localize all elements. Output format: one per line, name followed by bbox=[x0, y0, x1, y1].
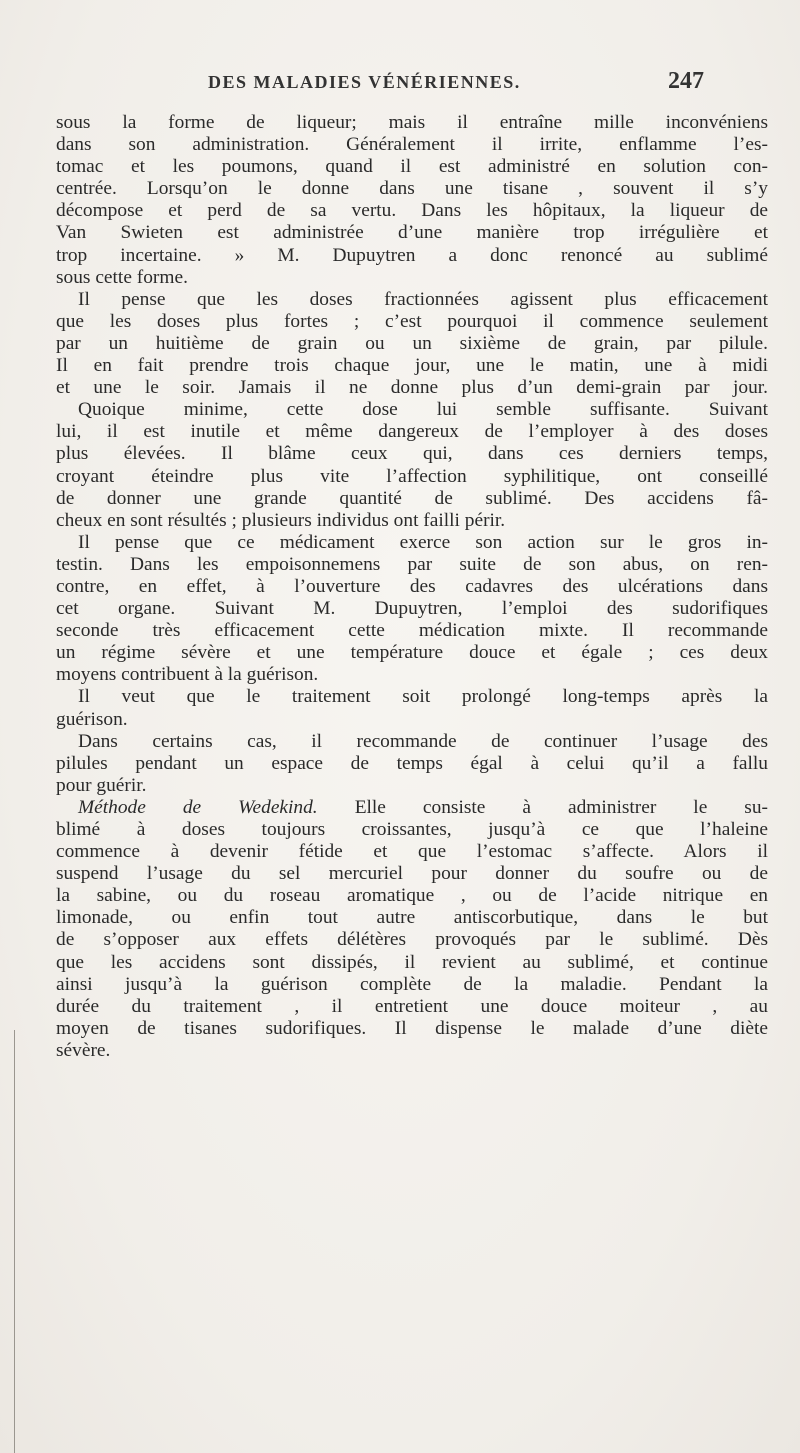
text-line: sous cette forme. bbox=[56, 266, 188, 288]
text-line: dans son administration. Généralement il irrite, enflamme l’es- bbox=[56, 134, 768, 156]
text-line: commence à devenir fétide et que l’estomac s’affecte. Alors il bbox=[56, 841, 768, 863]
text-line: pilules pendant un espace de temps égal à celui qu’il a fallu bbox=[56, 752, 768, 774]
text-line: que les doses plus fortes ; c’est pourquoi il commence seulement bbox=[56, 310, 768, 332]
method-line-text: Elle consiste à administrer le su- bbox=[354, 796, 769, 818]
text-line: sévère. bbox=[56, 1039, 111, 1061]
text-line: cheux en sont résultés ; plusieurs individus ont failli périr. bbox=[56, 509, 506, 531]
text-line: centrée. Lorsqu’on le donne dans une tisane , souvent il s’y bbox=[56, 178, 768, 200]
text-line: Il veut que le traitement soit prolongé long-temps après la bbox=[78, 686, 768, 708]
text-line: décompose et perd de sa vertu. Dans les hôpitaux, la liqueur de bbox=[56, 200, 768, 222]
text-line: tomac et les poumons, quand il est administré en solution con- bbox=[56, 156, 768, 178]
text-line: moyens contribuent à la guérison. bbox=[56, 664, 319, 686]
page-header bbox=[208, 68, 704, 100]
page-edge-line bbox=[14, 1030, 15, 1453]
text-line: Il en fait prendre trois chaque jour, une le matin, une à midi bbox=[56, 355, 768, 377]
text-line: sous la forme de liqueur; mais il entraîne mille inconvéniens bbox=[56, 112, 768, 133]
method-line bbox=[56, 797, 768, 819]
method-heading: Méthode de Wedekind. bbox=[78, 796, 318, 818]
text-line: moyen de tisanes sudorifiques. Il dispense le malade d’une diète bbox=[56, 1017, 768, 1039]
text-line: par un huitième de grain ou un sixième de grain, par pilule. bbox=[56, 332, 768, 354]
text-line: un régime sévère et une température douce et égale ; ces deux bbox=[56, 642, 768, 664]
text-line: de s’opposer aux effets délétères provoqués par le sublimé. Dès bbox=[56, 929, 768, 951]
text-line: Quoique minime, cette dose lui semble suffisante. Suivant bbox=[78, 399, 768, 421]
text-line: limonade, ou enfin tout autre antiscorbutique, dans le but bbox=[56, 907, 768, 929]
text-line: Dans certains cas, il recommande de continuer l’usage des bbox=[78, 730, 768, 752]
page-number: 247 bbox=[668, 68, 704, 94]
text-line: pour guérir. bbox=[56, 774, 147, 796]
text-line: croyant éteindre plus vite l’affection syphilitique, ont conseillé bbox=[56, 465, 768, 487]
body-text bbox=[56, 112, 768, 1062]
text-line: Van Swieten est administrée d’une manière trop irrégulière et bbox=[56, 222, 768, 244]
text-line: cet organe. Suivant M. Dupuytren, l’emploi des sudorifiques bbox=[56, 598, 768, 620]
text-line: et une le soir. Jamais il ne donne plus d’un demi-grain par jour. bbox=[56, 377, 768, 399]
text-line: blimé à doses toujours croissantes, jusqu’à ce que l’haleine bbox=[56, 819, 768, 840]
text-line: ainsi jusqu’à la guérison complète de la maladie. Pendant la bbox=[56, 973, 768, 995]
text-line: lui, il est inutile et même dangereux de l’employer à des doses bbox=[56, 421, 768, 443]
text-line: Il pense que ce médicament exerce son action sur le gros in- bbox=[78, 531, 768, 553]
text-line: la sabine, ou du roseau aromatique , ou de l’acide nitrique en bbox=[56, 885, 768, 907]
text-line: contre, en effet, à l’ouverture des cadavres des ulcérations dans bbox=[56, 575, 768, 597]
text-line: trop incertaine. » M. Dupuytren a donc renoncé au sublimé bbox=[56, 244, 768, 266]
text-line: Il pense que les doses fractionnées agissent plus efficacement bbox=[78, 288, 768, 310]
text-line: guérison. bbox=[56, 708, 128, 730]
text-line: seconde très efficacement cette médication mixte. Il recommande bbox=[56, 620, 768, 642]
text-line: suspend l’usage du sel mercuriel pour donner du soufre ou de bbox=[56, 863, 768, 885]
text-line: plus élevées. Il blâme ceux qui, dans ces derniers temps, bbox=[56, 443, 768, 465]
running-title: DES MALADIES VÉNÉRIENNES. bbox=[208, 72, 521, 92]
text-line: durée du traitement , il entretient une douce moiteur , au bbox=[56, 995, 768, 1017]
text-line: que les accidens sont dissipés, il revient au sublimé, et continue bbox=[56, 951, 768, 973]
text-line: testin. Dans les empoisonnemens par suite de son abus, on ren- bbox=[56, 553, 768, 575]
text-line: de donner une grande quantité de sublimé. Des accidens fâ- bbox=[56, 487, 768, 509]
